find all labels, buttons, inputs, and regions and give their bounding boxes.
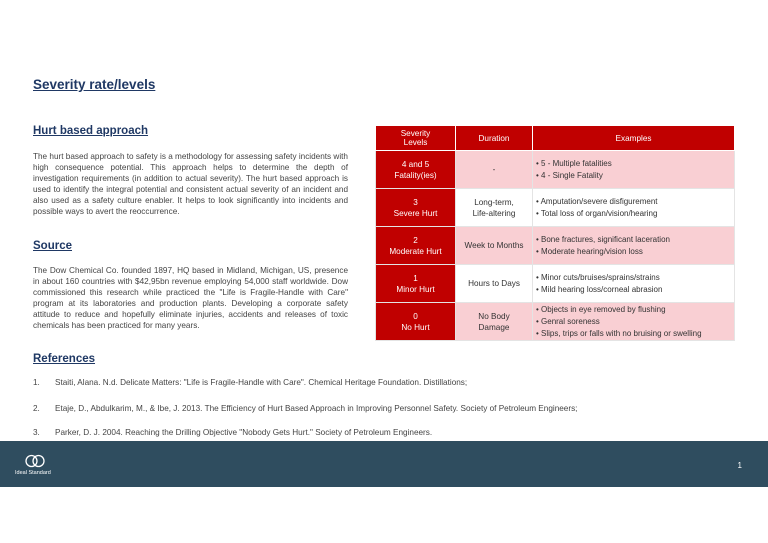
source-body: The Dow Chemical Co. founded 1897, HQ based in Midland, Michigan, US, presence in about 160 countries with $42,95bn revenue employing 54,000 staff worldwide. Dow commissioned this research while practiced the "Life is Fragile-Handle with Care" program at its laboratories and production plants. Developing a corporate safety attitude to reduce and hopefully eliminate injuries, accidents and releases of toxic chemicals has been practiced for many years. bbox=[33, 266, 348, 330]
duration-line1: No Body bbox=[478, 311, 510, 321]
example-item: • Genral soreness bbox=[536, 316, 600, 326]
severity-level-cell bbox=[376, 189, 456, 227]
reference-text: Etaje, D., Abdulkarim, M., & Ibe, J. 2013. The Efficiency of Hurt Based Approach in Improving Personnel Safety. Society of Petroleum Engineers; bbox=[55, 404, 578, 413]
reference-item bbox=[33, 378, 467, 387]
level-number: 4 and 5 bbox=[401, 159, 430, 169]
severity-level-cell bbox=[376, 151, 456, 189]
example-item: • Moderate hearing/vision loss bbox=[536, 246, 643, 256]
duration-line1: Long-term, bbox=[474, 197, 514, 207]
header-severity-levels bbox=[376, 126, 456, 151]
reference-item bbox=[33, 404, 577, 413]
duration-cell bbox=[456, 189, 533, 227]
logo-text: Ideal Standard bbox=[15, 470, 51, 476]
severity-table bbox=[375, 125, 735, 341]
reference-text: Parker, D. J. 2004. Reaching the Drilling Objective "Nobody Gets Hurt." Society of Petroleum Engineers. bbox=[55, 428, 433, 437]
severity-level-cell bbox=[376, 303, 456, 341]
table-row bbox=[376, 151, 735, 189]
reference-text: Staiti, Alana. N.d. Delicate Matters: "Life is Fragile-Handle with Care". Chemical Heritage Foundation. Distillations; bbox=[55, 378, 468, 387]
hurt-approach-body: The hurt based approach to safety is a methodology for assessing safety incidents with high consequence potential. This approach helps to determine the depth of investigation requirements (in addition to actual severity). The hurt based approach is used to identify the integral potential and consistent actual severity of an incident and also used as a safety culture enabler. It helps to look significantly into incidents and possible ways to avert the reoccurrence. bbox=[33, 152, 348, 216]
duration-cell bbox=[456, 265, 533, 303]
example-item: • Amputation/severe disfigurement bbox=[536, 196, 658, 206]
page-number: 1 bbox=[737, 461, 742, 470]
example-item: • Objects in eye removed by flushing bbox=[536, 304, 666, 314]
level-label: No Hurt bbox=[401, 322, 430, 332]
level-label: Severe Hurt bbox=[393, 208, 438, 218]
duration-line2: Damage bbox=[478, 322, 510, 332]
examples-cell bbox=[533, 265, 735, 303]
severity-level-cell bbox=[376, 265, 456, 303]
header-duration: Duration bbox=[456, 126, 533, 151]
severity-table-header bbox=[376, 126, 735, 151]
example-item: • Minor cuts/bruises/sprains/strains bbox=[536, 272, 660, 282]
footer-bar bbox=[0, 441, 768, 487]
example-item: • 5 - Multiple fatalities bbox=[536, 158, 612, 168]
duration-cell bbox=[456, 303, 533, 341]
duration-line1: Hours to Days bbox=[468, 279, 520, 288]
example-item: • Total loss of organ/vision/hearing bbox=[536, 208, 658, 218]
level-number: 0 bbox=[413, 311, 418, 321]
table-row bbox=[376, 303, 735, 341]
duration-line1: - bbox=[492, 165, 496, 174]
examples-cell bbox=[533, 189, 735, 227]
duration-cell bbox=[456, 227, 533, 265]
examples-cell bbox=[533, 151, 735, 189]
level-label: Minor Hurt bbox=[396, 284, 435, 294]
example-item: • 4 - Single Fatality bbox=[536, 170, 603, 180]
slide-title: Severity rate/levels bbox=[33, 77, 156, 92]
example-item: • Bone fractures, significant laceration bbox=[536, 234, 670, 244]
level-label: Fatality(ies) bbox=[394, 170, 437, 180]
reference-item bbox=[33, 428, 432, 437]
reference-number: 2. bbox=[33, 404, 40, 413]
header-examples: Examples bbox=[533, 126, 735, 151]
example-item: • Slips, trips or falls with no bruising or swelling bbox=[536, 328, 702, 338]
duration-line2: Life-altering bbox=[472, 208, 516, 218]
hurt-approach-heading: Hurt based approach bbox=[33, 125, 149, 137]
severity-level-cell bbox=[376, 227, 456, 265]
source-heading: Source bbox=[33, 240, 72, 252]
examples-cell bbox=[533, 227, 735, 265]
table-row bbox=[376, 189, 735, 227]
table-row bbox=[376, 227, 735, 265]
level-number: 1 bbox=[413, 273, 418, 283]
references-heading: References bbox=[33, 353, 96, 365]
reference-number: 3. bbox=[33, 428, 40, 437]
header-level-line1: Severity bbox=[400, 129, 431, 138]
example-item: • Mild hearing loss/corneal abrasion bbox=[536, 284, 663, 294]
table-row bbox=[376, 265, 735, 303]
logo-rings-icon bbox=[24, 454, 46, 468]
level-number: 2 bbox=[413, 235, 418, 245]
level-number: 3 bbox=[413, 197, 418, 207]
level-label: Moderate Hurt bbox=[389, 246, 442, 256]
duration-line1: Week to Months bbox=[464, 241, 524, 250]
duration-cell bbox=[456, 151, 533, 189]
examples-cell bbox=[533, 303, 735, 341]
header-level-line2: Levels bbox=[403, 138, 428, 147]
reference-number: 1. bbox=[33, 378, 40, 387]
